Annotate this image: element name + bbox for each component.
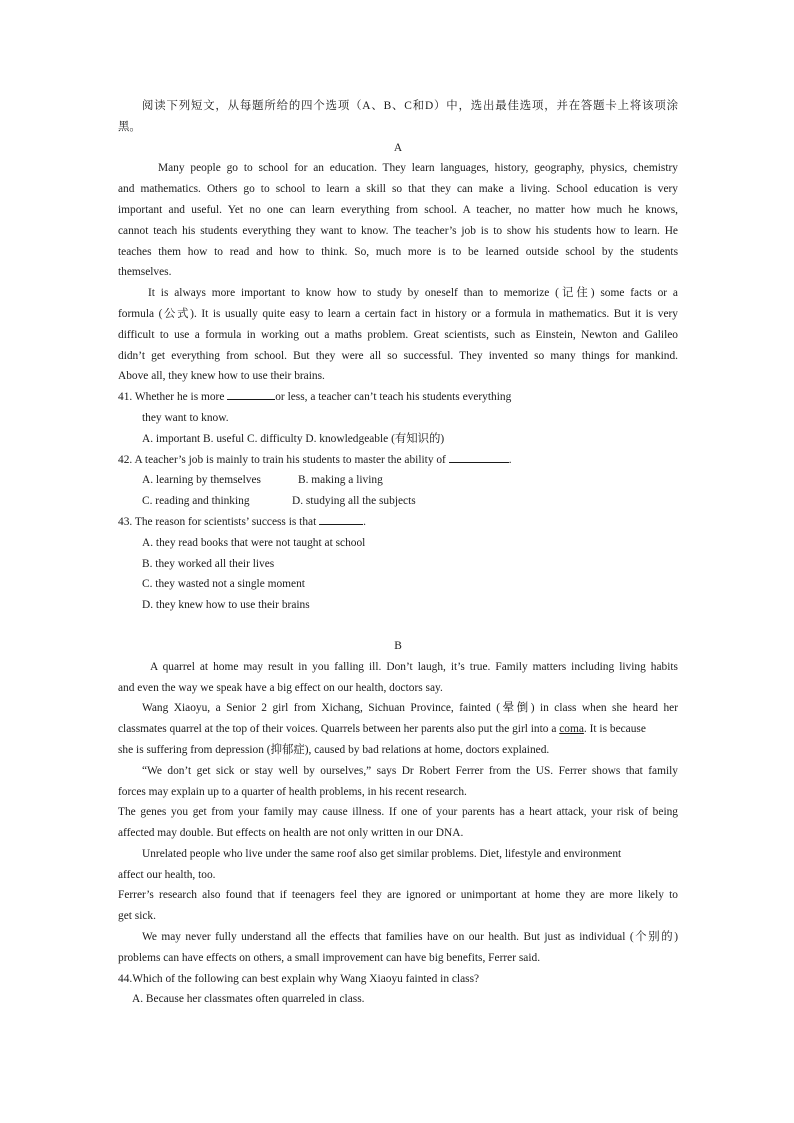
text-line: [118, 719, 678, 740]
question-44: [118, 969, 678, 1011]
text-line: Many people go to school for an education. They learn languages, history, geography, physics, chemistry: [158, 162, 678, 175]
question-43-stem: [118, 512, 678, 533]
text-line: problems can have effects on others, a small improvement can have big benefits, Ferrer said.: [118, 951, 541, 964]
section-b-paragraph-4: [118, 802, 678, 844]
option-c: C. they wasted not a single moment: [142, 578, 305, 591]
section-a-paragraph-2: [118, 283, 678, 387]
text-line: A quarrel at home may result in you falling ill. Don’t laugh, it’s true. Family matters including living habits: [150, 660, 678, 673]
text-line: and even the way we speak have a big effect on our health, doctors say.: [118, 681, 443, 694]
question-41: [118, 387, 678, 449]
option-b: B. they worked all their lives: [142, 557, 275, 570]
option-a: A. learning by themselves: [142, 474, 261, 487]
question-42-stem-after: .: [508, 453, 512, 466]
answer-blank: [449, 450, 509, 463]
section-a-paragraph-1: [118, 158, 678, 283]
section-b-paragraph-6: [118, 885, 678, 927]
text-line: themselves.: [118, 266, 172, 279]
text-line: It is always more important to know how to study by oneself than to memorize (记住) some facts or a: [148, 287, 678, 300]
text-line: “We don’t get sick or stay well by ourselves,” says Dr Robert Ferrer from the US. Ferrer shows that family: [142, 764, 678, 777]
text-segment: . It is because: [583, 723, 646, 736]
question-41-stem: [118, 387, 678, 408]
underlined-word: coma: [559, 723, 584, 736]
document-page: [118, 96, 678, 1010]
section-b-label: B: [394, 639, 402, 652]
option-c: C. reading and thinking: [142, 495, 250, 508]
instruction-line-1: 阅读下列短文，从每题所给的四个选项（A、B、C和D）中，选出最佳选项，并在答题卡上将该项涂: [142, 100, 678, 112]
question-43-stem-before: 43. The reason for scientists’ success is that: [118, 515, 320, 528]
option-a: A. they read books that were not taught at school: [142, 536, 366, 549]
text-segment: classmates quarrel at the top of their voices. Quarrels between her parents also put the girl into a: [118, 723, 560, 736]
answer-blank: [319, 512, 363, 525]
text-line: Ferrer’s research also found that if teenagers feel they are ignored or unimportant at home they are more likely to: [118, 889, 678, 902]
text-line: Above all, they knew how to use their brains.: [118, 370, 325, 383]
section-b-paragraph-1: [118, 657, 678, 699]
text-line: she is suffering from depression (抑郁症), caused by bad relations at home, doctors explained.: [118, 743, 550, 756]
section-a-label: A: [393, 141, 403, 154]
spacer: [118, 616, 678, 636]
option-d: D. studying all the subjects: [292, 495, 416, 508]
section-b-paragraph-2: [118, 698, 678, 760]
option-b: B. making a living: [298, 474, 383, 487]
question-42-stem: [118, 450, 678, 471]
text-line: and mathematics. Others go to school to learn a skill so that they can make a living. School education is very: [118, 183, 678, 196]
text-line: formula (公式). It is usually quite easy to learn a certain fact in history or a formula in mathematics. But it is very: [118, 307, 678, 320]
text-line: Unrelated people who live under the same roof also get similar problems. Diet, lifestyle and environment: [142, 847, 622, 860]
section-b-paragraph-7: [118, 927, 678, 969]
text-line: important and useful. Yet no one can learn everything from school. A teacher, no matter how much he knows,: [118, 203, 678, 216]
answer-blank: [227, 387, 275, 400]
question-42-options-row-1: [118, 470, 678, 491]
text-line: didn’t get everything from school. But they were all so successful. They invented so many things for mankind.: [118, 349, 678, 362]
question-41-stem-before: 41. Whether he is more: [118, 391, 228, 404]
text-line: get sick.: [118, 910, 156, 923]
text-line: forces may explain up to a quarter of health problems, in his recent research.: [118, 785, 467, 798]
question-41-options: A. important B. useful C. difficulty D. knowledgeable (有知识的): [142, 432, 445, 445]
text-line: teaches them how to read and how to think. So, much more is to be learned outside school by the students: [118, 245, 678, 258]
question-43-stem-after: .: [363, 515, 366, 528]
question-42-stem-before: 42. A teacher’s job is mainly to train his students to master the ability of: [118, 453, 449, 466]
question-41-stem-cont: they want to know.: [142, 411, 229, 424]
question-43: [118, 512, 678, 616]
question-44-stem: 44.Which of the following can best explain why Wang Xiaoyu fainted in class?: [118, 972, 480, 985]
option-d: D. they knew how to use their brains: [142, 599, 310, 612]
text-line: difficult to use a formula in working out a maths problem. Great scientists, such as Einstein, Newton and Galileo: [118, 328, 678, 341]
text-line: affect our health, too.: [118, 868, 216, 881]
text-line: The genes you get from your family may cause illness. If one of your parents has a heart attack, your risk of being: [118, 806, 678, 819]
section-b-paragraph-5: [118, 844, 678, 886]
option-a: A. Because her classmates often quarreled in class.: [132, 993, 365, 1006]
instruction-line-2: 黑。: [118, 120, 141, 133]
question-41-stem-after: or less, a teacher can’t teach his students everything: [275, 391, 512, 404]
question-42-options-row-2: [118, 491, 678, 512]
text-line: We may never fully understand all the effects that families have on our health. But just as individual (个别的): [142, 931, 678, 944]
text-line: affected may double. But effects on health are not only written in our DNA.: [118, 827, 464, 840]
section-b-paragraph-3: [118, 761, 678, 803]
question-42: [118, 450, 678, 512]
text-line: cannot teach his students everything they want to know. The teacher’s job is to show his students how to learn. He: [118, 224, 678, 237]
text-line: Wang Xiaoyu, a Senior 2 girl from Xichang, Sichuan Province, fainted (晕倒) in class when she heard her: [142, 702, 678, 715]
